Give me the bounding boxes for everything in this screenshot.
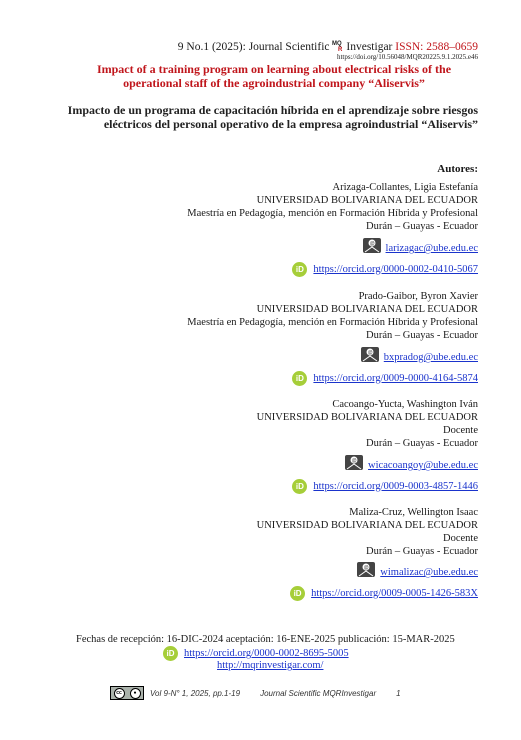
title-spanish: Impacto de un programa de capacitación híbrida en el aprendizaje sobre riesgos eléctricos del personal operativo de la empresa agroindustrial “Aliservis”: [67, 103, 478, 131]
author-email-row-2: [360, 343, 478, 363]
svg-text:@: @: [363, 565, 369, 571]
author-block-1: [58, 181, 478, 233]
page-number: 1: [396, 688, 401, 698]
journal-orcid-link[interactable]: https://orcid.org/0000-0002-8695-5005: [184, 648, 349, 659]
author-name: Maliza-Cruz, Wellington Isaac: [349, 507, 478, 518]
orcid-icon: iD: [292, 371, 307, 386]
orcid-icon: iD: [292, 479, 307, 494]
mqr-logo-icon: [332, 38, 346, 52]
journal-web-row: [217, 660, 323, 671]
svg-text:MQ: MQ: [332, 41, 343, 47]
title-english: Impact of a training program on learning about electrical risks of the operational staff of the agroindustrial company “Aliservis”: [96, 62, 452, 90]
author-name: Prado-Gaibor, Byron Xavier: [358, 291, 478, 302]
author-block-2: [58, 290, 478, 342]
author-location: Durán – Guayas - Ecuador: [366, 330, 478, 341]
mail-icon: [362, 237, 382, 254]
author-orcid-row-3: [292, 477, 478, 495]
mail-icon: [360, 346, 380, 363]
author-block-3: [58, 398, 478, 450]
footer-volume: Vol 9-N° 1, 2025, pp.1-19: [150, 688, 241, 698]
cc-license-icon: [110, 686, 144, 700]
journal-name: Investigar: [346, 41, 393, 53]
author-email-row-3: [344, 451, 478, 471]
author-orcid-row-4: [290, 584, 478, 602]
author-email-row-1: [362, 234, 478, 254]
author-university: UNIVERSIDAD BOLIVARIANA DEL ECUADOR: [256, 195, 478, 206]
dates-text: Fechas de recepción: 16-DIC-2024 aceptación: 16-ENE-2025 publicación: 15-MAR-2025: [76, 634, 455, 645]
journal-prefix: 9 No.1 (2025): Journal Scientific: [177, 41, 330, 53]
doi-text: https://doi.org/10.56048/MQR20225.9.1.2025.e46: [336, 53, 478, 61]
author-name: Cacoango-Yucta, Washington Iván: [332, 399, 478, 410]
author-university: UNIVERSIDAD BOLIVARIANA DEL ECUADOR: [256, 412, 478, 423]
author-university: UNIVERSIDAD BOLIVARIANA DEL ECUADOR: [256, 304, 478, 315]
svg-text:R: R: [338, 47, 343, 52]
author-email-row-4: [356, 558, 478, 578]
author-location: Durán – Guayas - Ecuador: [366, 438, 478, 449]
orcid-icon: iD: [290, 586, 305, 601]
svg-text:@: @: [351, 458, 357, 464]
author-orcid-row-2: [292, 369, 478, 387]
orcid-icon: iD: [163, 646, 178, 661]
journal-web-link[interactable]: http://mqrinvestigar.com/: [217, 660, 324, 671]
author-role: Docente: [443, 425, 478, 436]
author-email-link[interactable]: bxpradog@ube.edu.ec: [383, 352, 478, 363]
author-role: Maestría en Pedagogía, mención en Formación Híbrida y Profesional: [187, 317, 478, 328]
by-person-icon: ●: [130, 688, 141, 699]
author-orcid-row-1: [292, 260, 478, 278]
author-block-4: [58, 506, 478, 558]
author-orcid-link[interactable]: https://orcid.org/0009-0005-1426-583X: [311, 587, 478, 599]
author-role: Maestría en Pedagogía, mención en Formación Híbrida y Profesional: [187, 208, 478, 219]
author-orcid-link[interactable]: https://orcid.org/0009-0000-4164-5874: [313, 372, 478, 384]
page-footer: [110, 686, 401, 700]
author-email-link[interactable]: wimalizac@ube.edu.ec: [380, 567, 478, 578]
author-university: UNIVERSIDAD BOLIVARIANA DEL ECUADOR: [256, 520, 478, 531]
mail-icon: [356, 561, 376, 578]
svg-text:@: @: [369, 241, 375, 247]
author-location: Durán – Guayas - Ecuador: [366, 546, 478, 557]
cc-label: cc: [114, 688, 125, 699]
svg-text:@: @: [367, 350, 373, 356]
authors-heading: Autores:: [437, 163, 478, 175]
footer-journal: Journal Scientific MQRInvestigar: [260, 688, 377, 698]
journal-orcid-row: [163, 646, 349, 661]
author-email-link[interactable]: wicacoangoy@ube.edu.ec: [368, 460, 478, 471]
author-orcid-link[interactable]: https://orcid.org/0009-0003-4857-1446: [313, 480, 478, 492]
author-name: Arizaga-Collantes, Ligia Estefanía: [332, 182, 478, 193]
author-orcid-link[interactable]: https://orcid.org/0000-0002-0410-5067: [313, 263, 478, 275]
author-email-link[interactable]: larizagac@ube.edu.ec: [385, 243, 478, 254]
author-location: Durán – Guayas - Ecuador: [366, 221, 478, 232]
issn: ISSN: 2588–0659: [395, 41, 478, 53]
orcid-icon: iD: [292, 262, 307, 277]
mail-icon: [344, 454, 364, 471]
journal-header: [178, 38, 478, 53]
author-role: Docente: [443, 533, 478, 544]
